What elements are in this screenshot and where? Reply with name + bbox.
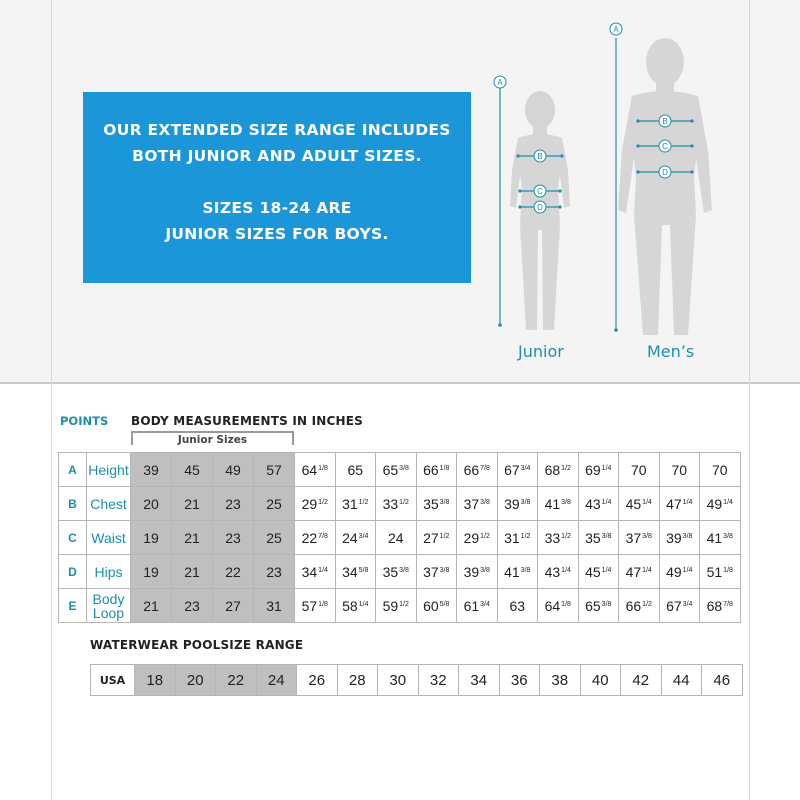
junior-poolsize-cell: 22 xyxy=(216,665,257,696)
whole-value: 49 xyxy=(706,495,723,512)
fraction-value: 3/8 xyxy=(723,532,733,540)
whole-value: 58 xyxy=(342,597,358,614)
whole-value: 31 xyxy=(266,597,282,614)
body-figures xyxy=(480,10,740,370)
adult-size-cell xyxy=(457,589,498,623)
fraction-value: 3/4 xyxy=(480,600,490,608)
fraction-value: 3/8 xyxy=(439,566,450,574)
fraction-value: 3/8 xyxy=(520,498,531,506)
fraction-value: 1/4 xyxy=(318,566,328,574)
adult-size-cell xyxy=(416,521,457,555)
promo-banner xyxy=(83,92,471,283)
fraction-value: 7/8 xyxy=(480,464,490,472)
fraction-value: 3/8 xyxy=(439,498,450,506)
whole-value: 41 xyxy=(544,495,561,512)
adult-size-cell xyxy=(659,453,700,487)
adult-size-cell xyxy=(538,521,579,555)
whole-value: 66 xyxy=(625,597,642,614)
measurements-heading: BODY MEASUREMENTS IN INCHES xyxy=(131,414,364,428)
whole-value: 23 xyxy=(225,529,241,546)
adult-size-cell xyxy=(619,487,660,521)
adult-size-cell xyxy=(538,487,579,521)
whole-value: 64 xyxy=(544,597,561,614)
junior-size-cell xyxy=(213,521,254,555)
whole-value: 33 xyxy=(382,495,399,512)
adult-size-cell xyxy=(497,521,538,555)
junior-size-cell xyxy=(131,453,172,487)
marker-b-mens: B xyxy=(662,117,668,126)
whole-value: 57 xyxy=(301,597,318,614)
whole-value: 19 xyxy=(143,529,159,546)
whole-value: 49 xyxy=(225,461,241,478)
adult-size-cell xyxy=(538,555,579,589)
junior-size-cell xyxy=(131,487,172,521)
adult-size-cell xyxy=(335,555,376,589)
whole-value: 29 xyxy=(301,495,318,512)
fraction-value: 3/4 xyxy=(520,464,531,472)
junior-figure-label: Junior xyxy=(518,342,564,361)
measurement-name: Chest xyxy=(87,487,131,521)
fraction-value: 1/4 xyxy=(358,600,369,608)
promo-line: SIZES 18-24 ARE xyxy=(202,199,352,217)
whole-value: 37 xyxy=(625,529,642,546)
whole-value: 22 xyxy=(225,563,241,580)
whole-value: 33 xyxy=(544,529,561,546)
adult-poolsize-cell: 42 xyxy=(621,665,662,696)
adult-poolsize-cell: 38 xyxy=(540,665,581,696)
adult-size-cell xyxy=(416,453,457,487)
body-silhouettes-illustration xyxy=(480,10,740,370)
adult-size-cell xyxy=(376,555,417,589)
table-row xyxy=(91,665,743,696)
whole-value: 27 xyxy=(225,597,241,614)
adult-size-cell xyxy=(578,453,619,487)
fraction-value: 3/8 xyxy=(480,498,490,506)
junior-size-cell xyxy=(254,521,295,555)
fraction-value: 1/4 xyxy=(601,566,612,574)
point-letter: A xyxy=(59,453,87,487)
marker-d-mens: D xyxy=(662,168,668,177)
whole-value: 35 xyxy=(382,563,399,580)
region-label: USA xyxy=(91,665,135,696)
whole-value: 43 xyxy=(585,495,601,512)
adult-poolsize-cell: 36 xyxy=(499,665,540,696)
fraction-value: 1/4 xyxy=(601,464,612,472)
fraction-value: 1/8 xyxy=(318,464,328,472)
fraction-value: 1/2 xyxy=(399,600,409,608)
fraction-value: 7/8 xyxy=(723,600,733,608)
mens-figure-label: Men’s xyxy=(647,342,695,361)
adult-size-cell xyxy=(335,521,376,555)
whole-value: 69 xyxy=(585,461,601,478)
fraction-value: 1/8 xyxy=(439,464,450,472)
adult-size-cell xyxy=(619,453,660,487)
adult-size-cell xyxy=(497,487,538,521)
fraction-value: 1/4 xyxy=(642,566,652,574)
whole-value: 60 xyxy=(423,597,439,614)
fraction-value: 1/4 xyxy=(682,566,693,574)
whole-value: 31 xyxy=(504,529,520,546)
adult-size-cell xyxy=(700,589,741,623)
whole-value: 21 xyxy=(184,563,200,580)
marker-c-mens: C xyxy=(662,142,668,151)
junior-size-cell xyxy=(213,555,254,589)
body-measurements-table xyxy=(58,452,741,623)
adult-poolsize-cell: 26 xyxy=(297,665,338,696)
fraction-value: 3/8 xyxy=(642,532,652,540)
whole-value: 64 xyxy=(301,461,318,478)
fraction-value: 1/2 xyxy=(480,532,490,540)
promo-line: BOTH JUNIOR AND ADULT SIZES. xyxy=(132,147,422,165)
whole-value: 23 xyxy=(225,495,241,512)
whole-value: 63 xyxy=(509,597,526,614)
table-row xyxy=(59,487,741,521)
whole-value: 24 xyxy=(387,529,404,546)
fraction-value: 1/4 xyxy=(642,498,652,506)
adult-size-cell xyxy=(578,555,619,589)
adult-size-cell xyxy=(295,453,336,487)
adult-size-cell xyxy=(295,521,336,555)
whole-value: 47 xyxy=(625,563,642,580)
measurement-name: Height xyxy=(87,453,131,487)
junior-poolsize-cell: 24 xyxy=(256,665,297,696)
adult-size-cell xyxy=(659,487,700,521)
whole-value: 24 xyxy=(342,529,358,546)
point-letter: E xyxy=(59,589,87,623)
adult-size-cell xyxy=(376,589,417,623)
adult-size-cell xyxy=(295,555,336,589)
adult-size-cell xyxy=(538,589,579,623)
marker-a-mens: A xyxy=(613,25,619,34)
adult-size-cell xyxy=(416,487,457,521)
adult-size-cell xyxy=(335,453,376,487)
adult-size-cell xyxy=(457,453,498,487)
adult-size-cell xyxy=(457,521,498,555)
fraction-value: 1/2 xyxy=(399,498,409,506)
fraction-value: 1/8 xyxy=(318,600,328,608)
fraction-value: 1/4 xyxy=(601,498,612,506)
point-letter: D xyxy=(59,555,87,589)
adult-size-cell xyxy=(619,555,660,589)
poolsize-heading: WATERWEAR POOLSIZE RANGE xyxy=(90,638,304,652)
fraction-value: 3/4 xyxy=(358,532,369,540)
adult-size-cell xyxy=(376,487,417,521)
whole-value: 21 xyxy=(184,529,200,546)
whole-value: 39 xyxy=(666,529,682,546)
whole-value: 35 xyxy=(585,529,601,546)
fraction-value: 3/8 xyxy=(682,532,693,540)
adult-size-cell xyxy=(457,487,498,521)
junior-size-cell xyxy=(213,453,254,487)
fraction-value: 1/2 xyxy=(520,532,531,540)
whole-value: 66 xyxy=(423,461,439,478)
measurement-name: Waist xyxy=(87,521,131,555)
whole-value: 19 xyxy=(143,563,159,580)
marker-a-junior: A xyxy=(497,78,503,87)
whole-value: 65 xyxy=(382,461,399,478)
adult-poolsize-cell: 40 xyxy=(580,665,621,696)
junior-size-cell xyxy=(254,555,295,589)
fraction-value: 1/2 xyxy=(439,532,450,540)
adult-size-cell xyxy=(659,521,700,555)
table-row xyxy=(59,589,741,623)
whole-value: 45 xyxy=(184,461,200,478)
adult-size-cell xyxy=(376,521,417,555)
fraction-value: 1/2 xyxy=(642,600,652,608)
adult-size-cell xyxy=(659,555,700,589)
whole-value: 66 xyxy=(463,461,480,478)
adult-size-cell xyxy=(619,589,660,623)
whole-value: 43 xyxy=(544,563,561,580)
fraction-value: 1/4 xyxy=(682,498,693,506)
whole-value: 68 xyxy=(544,461,561,478)
whole-value: 45 xyxy=(625,495,642,512)
whole-value: 65 xyxy=(585,597,601,614)
adult-size-cell xyxy=(700,521,741,555)
fraction-value: 1/2 xyxy=(561,532,571,540)
adult-size-cell xyxy=(335,487,376,521)
adult-size-cell xyxy=(700,555,741,589)
whole-value: 67 xyxy=(666,597,682,614)
whole-value: 31 xyxy=(342,495,358,512)
junior-poolsize-cell: 18 xyxy=(135,665,176,696)
whole-value: 70 xyxy=(711,461,728,478)
promo-line: OUR EXTENDED SIZE RANGE INCLUDES xyxy=(103,121,451,139)
junior-size-cell xyxy=(172,453,213,487)
adult-size-cell xyxy=(457,555,498,589)
fraction-value: 1/8 xyxy=(723,566,733,574)
whole-value: 34 xyxy=(342,563,358,580)
measurement-name: Body Loop xyxy=(87,589,131,623)
table-row xyxy=(59,555,741,589)
adult-poolsize-cell: 28 xyxy=(337,665,378,696)
junior-size-cell xyxy=(213,487,254,521)
whole-value: 45 xyxy=(585,563,601,580)
whole-value: 25 xyxy=(266,529,282,546)
adult-size-cell xyxy=(335,589,376,623)
points-heading: POINTS xyxy=(60,414,109,428)
adult-size-cell xyxy=(700,487,741,521)
whole-value: 37 xyxy=(463,495,480,512)
poolsize-table xyxy=(90,664,743,696)
whole-value: 70 xyxy=(671,461,688,478)
whole-value: 57 xyxy=(266,461,282,478)
whole-value: 22 xyxy=(301,529,318,546)
junior-size-cell xyxy=(131,589,172,623)
marker-c-junior: C xyxy=(537,187,543,196)
whole-value: 59 xyxy=(382,597,399,614)
junior-size-cell xyxy=(131,521,172,555)
whole-value: 20 xyxy=(143,495,159,512)
whole-value: 39 xyxy=(143,461,159,478)
junior-size-cell xyxy=(172,521,213,555)
whole-value: 41 xyxy=(504,563,520,580)
whole-value: 23 xyxy=(184,597,200,614)
whole-value: 21 xyxy=(184,495,200,512)
fraction-value: 3/8 xyxy=(480,566,490,574)
fraction-value: 1/8 xyxy=(561,600,571,608)
whole-value: 37 xyxy=(423,563,439,580)
fraction-value: 3/4 xyxy=(682,600,693,608)
table-row xyxy=(59,453,741,487)
whole-value: 34 xyxy=(301,563,318,580)
fraction-value: 3/8 xyxy=(520,566,531,574)
whole-value: 27 xyxy=(423,529,439,546)
adult-size-cell xyxy=(578,589,619,623)
whole-value: 21 xyxy=(143,597,159,614)
adult-size-cell xyxy=(497,453,538,487)
fraction-value: 3/8 xyxy=(601,532,612,540)
adult-poolsize-cell: 46 xyxy=(702,665,743,696)
junior-size-cell xyxy=(131,555,172,589)
adult-size-cell xyxy=(578,487,619,521)
adult-size-cell xyxy=(700,453,741,487)
fraction-value: 5/8 xyxy=(439,600,450,608)
adult-size-cell xyxy=(416,555,457,589)
whole-value: 61 xyxy=(463,597,480,614)
junior-size-cell xyxy=(172,589,213,623)
whole-value: 23 xyxy=(266,563,282,580)
whole-value: 39 xyxy=(504,495,520,512)
junior-size-cell xyxy=(254,487,295,521)
whole-value: 47 xyxy=(666,495,682,512)
point-letter: C xyxy=(59,521,87,555)
fraction-value: 1/2 xyxy=(561,464,571,472)
adult-size-cell xyxy=(497,589,538,623)
adult-poolsize-cell: 30 xyxy=(378,665,419,696)
whole-value: 29 xyxy=(463,529,480,546)
junior-size-cell xyxy=(254,453,295,487)
fraction-value: 1/2 xyxy=(318,498,328,506)
adult-poolsize-cell: 44 xyxy=(661,665,702,696)
junior-size-cell xyxy=(213,589,254,623)
adult-size-cell xyxy=(295,487,336,521)
whole-value: 65 xyxy=(347,461,364,478)
adult-size-cell xyxy=(619,521,660,555)
fraction-value: 1/2 xyxy=(358,498,369,506)
point-letter: B xyxy=(59,487,87,521)
junior-size-cell xyxy=(172,487,213,521)
measurement-name: Hips xyxy=(87,555,131,589)
whole-value: 67 xyxy=(504,461,520,478)
junior-size-cell xyxy=(254,589,295,623)
marker-d-junior: D xyxy=(537,203,543,212)
fraction-value: 1/4 xyxy=(723,498,733,506)
junior-size-cell xyxy=(172,555,213,589)
junior-sizes-label: Junior Sizes xyxy=(177,434,248,446)
junior-poolsize-cell: 20 xyxy=(175,665,216,696)
fraction-value: 3/8 xyxy=(399,566,409,574)
fraction-value: 7/8 xyxy=(318,532,328,540)
fraction-value: 3/8 xyxy=(601,600,612,608)
whole-value: 41 xyxy=(706,529,723,546)
fraction-value: 3/8 xyxy=(399,464,409,472)
table-row xyxy=(59,521,741,555)
adult-poolsize-cell: 34 xyxy=(459,665,500,696)
whole-value: 49 xyxy=(666,563,682,580)
adult-size-cell xyxy=(497,555,538,589)
adult-size-cell xyxy=(578,521,619,555)
fraction-value: 1/4 xyxy=(561,566,571,574)
adult-poolsize-cell: 32 xyxy=(418,665,459,696)
marker-b-junior: B xyxy=(537,152,543,161)
fraction-value: 5/8 xyxy=(358,566,369,574)
adult-size-cell xyxy=(295,589,336,623)
whole-value: 35 xyxy=(423,495,439,512)
whole-value: 51 xyxy=(706,563,723,580)
whole-value: 68 xyxy=(706,597,723,614)
whole-value: 70 xyxy=(630,461,647,478)
fraction-value: 3/8 xyxy=(561,498,571,506)
adult-size-cell xyxy=(538,453,579,487)
whole-value: 39 xyxy=(463,563,480,580)
adult-size-cell xyxy=(659,589,700,623)
whole-value: 25 xyxy=(266,495,282,512)
promo-line: JUNIOR SIZES FOR BOYS. xyxy=(165,225,389,243)
adult-size-cell xyxy=(376,453,417,487)
adult-size-cell xyxy=(416,589,457,623)
